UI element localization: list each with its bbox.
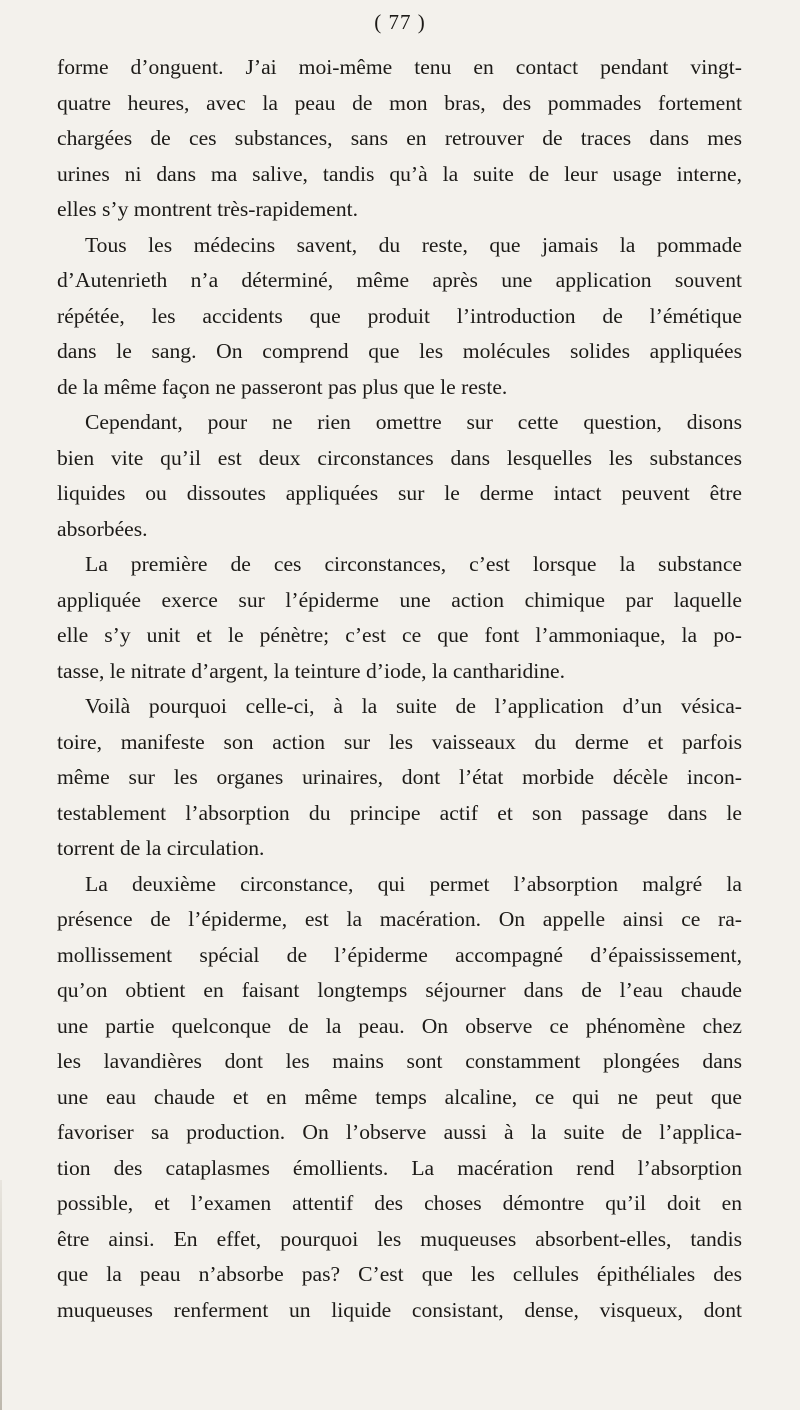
text-line: bien vite qu’il est deux circonstances dans lesquelles les substances: [57, 445, 742, 470]
text-line: de la même façon ne passeront pas plus que le reste.: [57, 374, 508, 399]
text-line: liquides ou dissoutes appliquées sur le derme intact peuvent être: [57, 481, 742, 505]
text-line: répétée, les accidents que produit l’introduction de l’émétique: [57, 303, 742, 328]
text-line: torrent de la circulation.: [57, 836, 265, 860]
text-line: une eau chaude et en même temps alcaline, ce qui ne peut que: [57, 1084, 742, 1109]
paragraph-start-line: Tous les médecins savent, du reste, que jamais la pommade: [85, 232, 742, 257]
text-line: mollissement spécial de l’épiderme accompagné d’épaississement,: [57, 942, 742, 967]
text-line: chargées de ces substances, sans en retrouver de traces dans mes: [57, 126, 742, 150]
text-line: appliquée exerce sur l’épiderme une action chimique par laquelle: [57, 587, 742, 612]
text-line: que la peau n’absorbe pas? C’est que les cellules épithéliales des: [57, 1262, 742, 1286]
text-line: qu’on obtient en faisant longtemps séjourner dans de l’eau chaude: [57, 978, 742, 1002]
text-line: quatre heures, avec la peau de mon bras, des pommades fortement: [57, 90, 742, 115]
text-line: présence de l’épiderme, est la macération. On appelle ainsi ce ra-: [57, 907, 742, 931]
text-line: favoriser sa production. On l’observe aussi à la suite de l’applica-: [57, 1120, 742, 1144]
text-line: elle s’y unit et le pénètre; c’est ce que font l’ammoniaque, la po-: [57, 623, 742, 647]
text-line: muqueuses renferment un liquide consistant, dense, visqueux, dont: [57, 1297, 742, 1322]
text-line: elles s’y montrent très-rapidement.: [57, 197, 359, 221]
text-line: testablement l’absorption du principe actif et son passage dans le: [57, 800, 742, 825]
text-line: tion des cataplasmes émollients. La macération rend l’absorption: [57, 1155, 742, 1180]
text-line: possible, et l’examen attentif des choses démontre qu’il doit en: [57, 1191, 742, 1215]
text-line: même sur les organes urinaires, dont l’état morbide décèle incon-: [57, 765, 742, 789]
page-edge-shadow: [0, 1180, 2, 1410]
page-number: ( 77 ): [374, 10, 426, 34]
paragraph-start-line: La deuxième circonstance, qui permet l’absorption malgré la: [85, 871, 742, 896]
text-line: forme d’onguent. J’ai moi-même tenu en contact pendant vingt-: [57, 55, 742, 79]
text-line: dans le sang. On comprend que les molécules solides appliquées: [57, 339, 742, 363]
text-line: être ainsi. En effet, pourquoi les muqueuses absorbent-elles, tandis: [57, 1226, 742, 1251]
paragraph-start-line: Voilà pourquoi celle-ci, à la suite de l’application d’un vésica-: [85, 694, 742, 718]
text-line: absorbées.: [57, 516, 148, 541]
paragraph-start-line: Cependant, pour ne rien omettre sur cette question, disons: [85, 410, 742, 434]
text-line: les lavandières dont les mains sont constamment plongées dans: [57, 1049, 742, 1073]
text-line: urines ni dans ma salive, tandis qu’à la suite de leur usage interne,: [57, 161, 742, 186]
text-line: une partie quelconque de la peau. On observe ce phénomène chez: [57, 1013, 742, 1038]
paragraph-start-line: La première de ces circonstances, c’est lorsque la substance: [85, 552, 742, 576]
text-line: toire, manifeste son action sur les vaisseaux du derme et parfois: [57, 729, 742, 754]
text-line: d’Autenrieth n’a déterminé, même après une application souvent: [57, 268, 742, 292]
text-line: tasse, le nitrate d’argent, la teinture d’iode, la cantharidine.: [57, 658, 566, 683]
body-text: [57, 50, 742, 1328]
